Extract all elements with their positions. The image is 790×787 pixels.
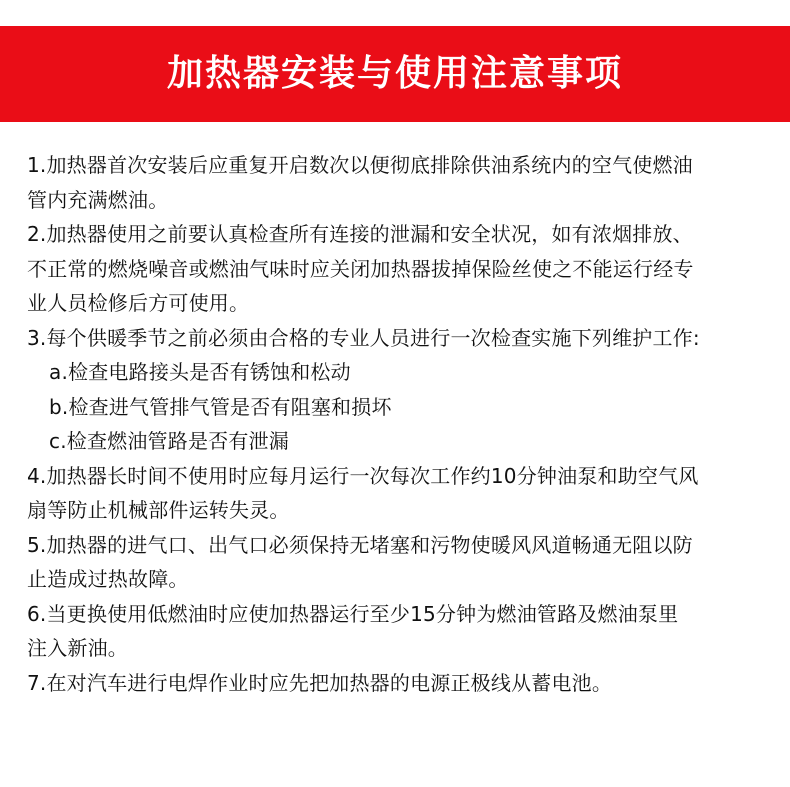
note-subitem: c.检查燃油管路是否有泄漏 [49,429,289,453]
note-line: 7.在对汽车进行电焊作业时应先把加热器的电源正极线从蓄电池。 [27,670,613,695]
note-line: 1.加热器首次安装后应重复开启数次以便彻底排除供油系统内的空气使燃油 [27,153,693,177]
note-line: 6.当更换使用低燃油时应使加热器运行至少15分钟为燃油管路及燃油泵里 [27,601,679,626]
note-line: 不正常的燃烧噪音或燃油气味时应关闭加热器拔掉保险丝使之不能运行经专 [27,256,694,281]
page-title: 加热器安装与使用注意事项 [166,53,623,94]
note-line: 4.加热器长时间不使用时应每月运行一次每次工作约10分钟油泵和助空气风 [27,463,699,488]
note-line: 3.每个供暖季节之前必须由合格的专业人员进行一次检查实施下列维护工作: [27,325,700,350]
title-banner [0,26,790,122]
note-line: 注入新油。 [27,636,128,660]
note-line: 业人员检修后方可使用。 [27,291,250,315]
note-subitem: a.检查电路接头是否有锈蚀和松动 [49,360,351,384]
note-line: 管内充满燃油。 [27,187,169,212]
note-line: 扇等防止机械部件运转失灵。 [27,498,290,522]
note-line: 2.加热器使用之前要认真检查所有连接的泄漏和安全状况，如有浓烟排放、 [27,222,693,246]
note-subitem: b.检查进气管排气管是否有阻塞和损坏 [49,394,392,419]
note-line: 5.加热器的进气口、出气口必须保持无堵塞和污物使暖风风道畅通无阻以防 [27,532,693,557]
notes-list [27,148,772,700]
note-line: 止造成过热故障。 [27,567,189,591]
